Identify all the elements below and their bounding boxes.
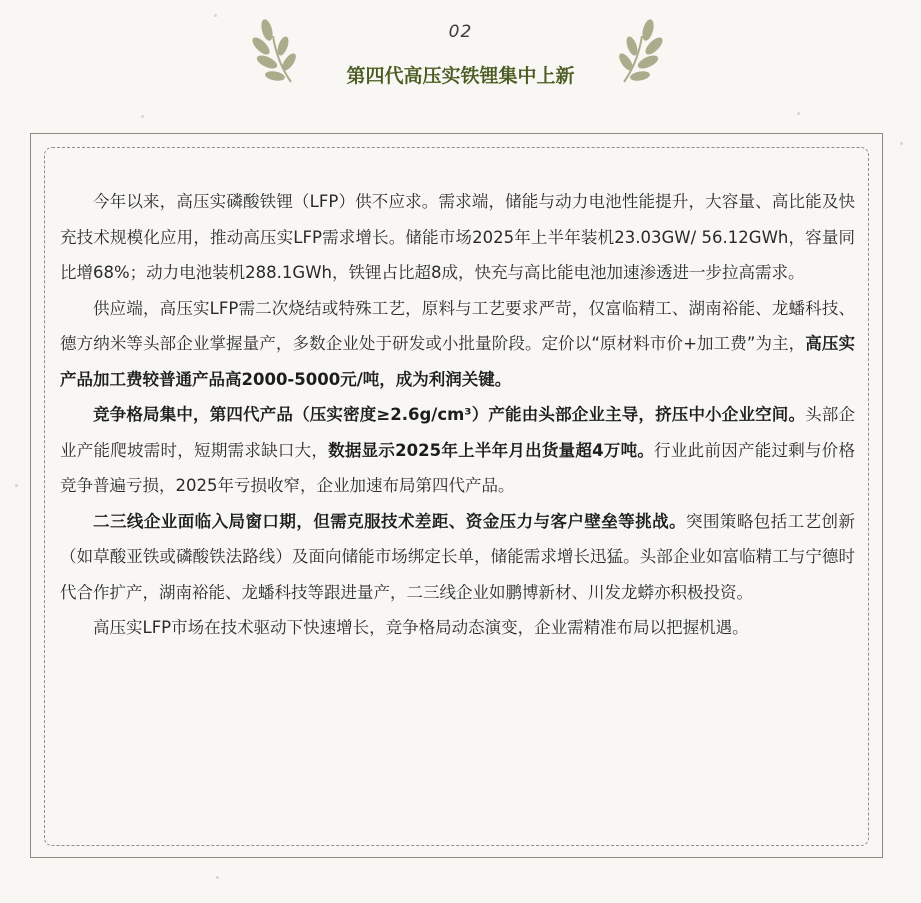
- paper-speck: [214, 14, 217, 17]
- paragraph-competition: [60, 397, 855, 504]
- paragraph-competition-highlight: 竞争格局集中，第四代产品（压实密度≥2.6g/cm³）产能由头部企业主导，挤压中小企业空间。: [93, 405, 806, 424]
- section-number: 02: [448, 22, 473, 42]
- paper-speck: [216, 876, 219, 879]
- paragraph-supply-highlight: 高压实产品加工费较普通产品高2000-5000元/吨，成为利润关键。: [60, 334, 856, 389]
- paragraph-challengers-highlight: 二三线企业面临入局窗口期，但需克服技术差距、资金压力与客户壁垒等挑战。: [93, 511, 687, 531]
- paper-speck: [15, 484, 18, 487]
- paragraph-supply-text: 供应端，高压实LFP需二次烧结或特殊工艺，原料与工艺要求严苛，仅富临精工、湖南裕能、龙蟠科技、德方纳米等头部企业掌握量产，多数企业处于研发或小批量阶段。定价以“原材料市价+加工费”为主，: [60, 298, 855, 353]
- section-title: 第四代高压实铁锂集中上新: [346, 65, 575, 87]
- paragraph-conclusion: [60, 610, 855, 646]
- paragraph-challengers-text: 突围策略包括工艺创新（如草酸亚铁或磷酸铁法路线）及面向储能市场绑定长单，储能需求增长迅猛。头部企业如富临精工与宁德时代合作扩产，湖南裕能、龙蟠科技等跟进量产，二三线企业如鹏博新材、川发龙蟒亦积极投资。: [60, 511, 856, 602]
- paper-speck: [797, 112, 800, 115]
- paragraph-supply: [60, 291, 855, 398]
- paper-speck: [141, 115, 144, 118]
- paragraph-competition-data: 数据显示2025年上半年月出货量超4万吨。: [328, 440, 655, 460]
- paragraph-competition-text: 头部企业产能爬坡需时，短期需求缺口大，: [60, 405, 856, 460]
- paragraph-demand-text: 今年以来，高压实磷酸铁锂（LFP）供不应求。需求端，储能与动力电池性能提升，大容量、高比能及快充技术规模化应用，推动高压实LFP需求增长。储能市场2025年上半年装机23.03GW/ 56.12GWh，容量同比增68%；动力电池装机288.1GWh，铁锂占比超8成，快充与高比能电池加速渗透进一步拉高需求。: [60, 192, 855, 282]
- paragraph-conclusion-text: 高压实LFP市场在技术驱动下快速增长，竞争格局动态演变，企业需精准布局以把握机遇。: [93, 618, 749, 637]
- paper-speck: [900, 142, 903, 145]
- paragraph-competition-tail: 行业此前因产能过剩与价格竞争普遍亏损，2025年亏损收窄，企业加速布局第四代产品。: [60, 440, 856, 495]
- paragraph-challengers: [60, 504, 855, 611]
- article-body: [60, 184, 855, 646]
- paragraph-demand: [60, 184, 855, 291]
